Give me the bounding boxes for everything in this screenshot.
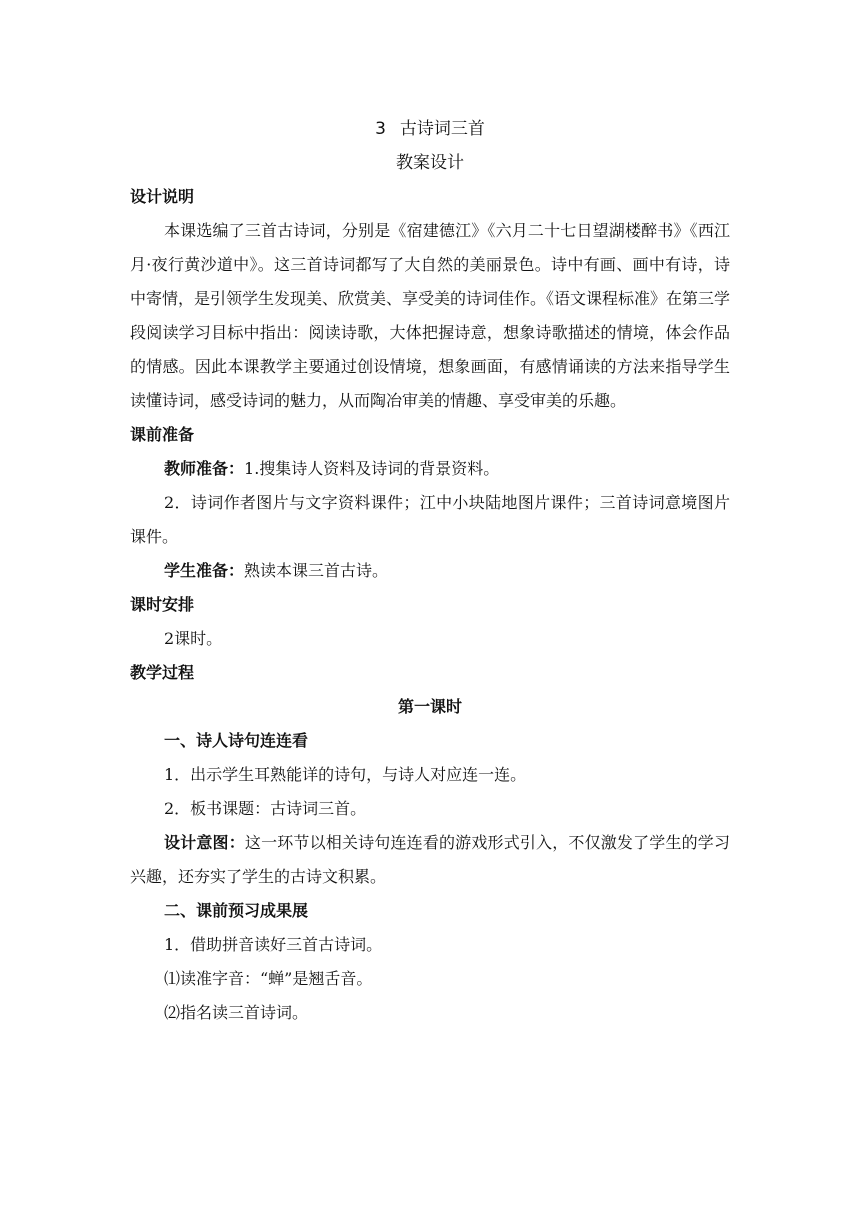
- document-subtitle: 教案设计: [396, 153, 464, 173]
- lesson-title-text: 古诗词三首: [399, 119, 485, 139]
- student-prep-label: 学生准备：: [164, 561, 245, 580]
- part-one-item-2: 2．板书课题：古诗词三首。: [164, 799, 367, 818]
- part-two-item-1: 1．借助拼音读好三首古诗词。: [164, 935, 383, 954]
- teacher-prep-item-2: 2．诗词作者图片与文字资料课件；江中小块陆地图片课件；三首诗词意境图片课件。: [130, 493, 730, 546]
- part-two-sub-2: ⑵指名读三首诗词。: [164, 1003, 309, 1022]
- part-one-item-1: 1．出示学生耳熟能详的诗句，与诗人对应连一连。: [164, 765, 527, 784]
- teacher-prep-item-1: 1.搜集诗人资料及诗词的背景资料。: [244, 459, 500, 478]
- teacher-prep-paragraph: [130, 452, 730, 486]
- schedule-heading: 课时安排: [130, 595, 195, 614]
- design-intent-label: 设计意图：: [164, 833, 245, 852]
- part-two-sub-1: ⑴读准字音：“蝉”是翘舌音。: [164, 969, 373, 988]
- process-heading: 教学过程: [130, 663, 195, 682]
- part-two-heading: 二、课前预习成果展: [164, 901, 309, 920]
- lesson-one-heading: 第一课时: [397, 697, 462, 716]
- student-prep-paragraph: [130, 554, 730, 588]
- schedule-text: 2课时。: [164, 629, 223, 648]
- teacher-prep-label: 教师准备：: [164, 459, 245, 478]
- student-prep-text: 熟读本课三首古诗。: [244, 561, 389, 580]
- prep-heading: 课前准备: [130, 425, 195, 444]
- lesson-number: 3: [375, 119, 386, 139]
- design-intent-text: 这一环节以相关诗句连连看的游戏形式引入，不仅激发了学生的学习兴趣，还夯实了学生的古诗文积累。: [130, 833, 730, 886]
- design-notes-heading: 设计说明: [130, 187, 195, 206]
- part-one-heading: 一、诗人诗句连连看: [164, 731, 309, 750]
- lesson-title: [130, 112, 730, 146]
- design-intent-paragraph: [130, 826, 730, 894]
- document-page: [130, 112, 730, 1030]
- design-notes-paragraph: 本课选编了三首古诗词，分别是《宿建德江》《六月二十七日望湖楼醉书》《西江月·夜行黄沙道中》。这三首诗词都写了大自然的美丽景色。诗中有画、画中有诗，诗中寄情，是引领学生发现美、欣赏美、享受美的诗词佳作。《语文课程标准》在第三学段阅读学习目标中指出：阅读诗歌，大体把握诗意，想象诗歌描述的情境，体会作品的情感。因此本课教学主要通过创设情境，想象画面，有感情诵读的方法来指导学生读懂诗词，感受诗词的魅力，从而陶冶审美的情趣、享受审美的乐趣。: [130, 221, 731, 410]
